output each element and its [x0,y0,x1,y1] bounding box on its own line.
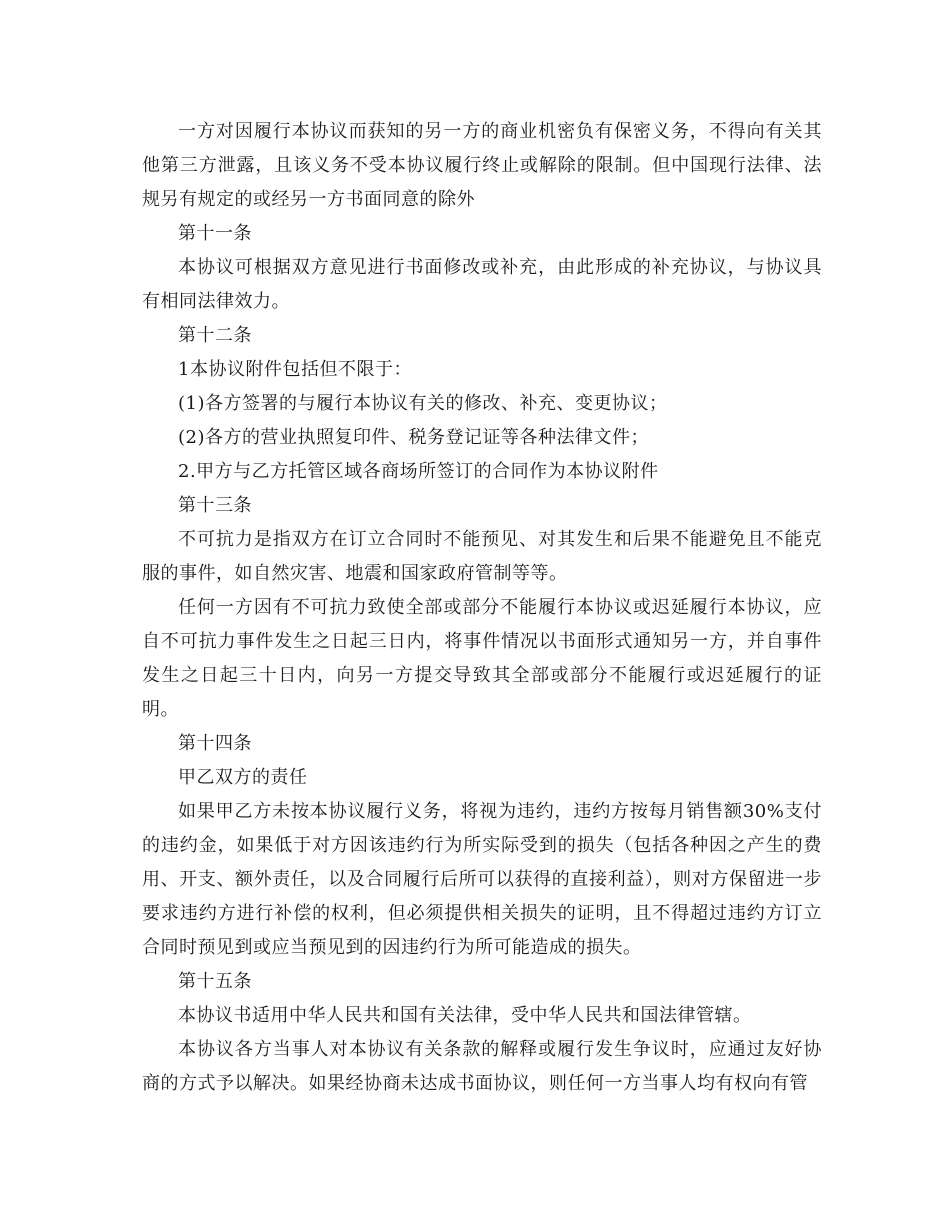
paragraph-attachment-contracts: 2.甲方与乙方托管区域各商场所签订的合同作为本协议附件 [178,461,659,482]
paragraph-liability-title: 甲乙双方的责任 [178,767,308,788]
paragraph-confidentiality: 一方对因履行本协议而获知的另一方的商业机密负有保密义务，不得向有关其他第三方泄露，且该义务不受本协议履行终止或解除的限制。但中国现行法律、法规另有规定的或经另一方书面同意的除外 [142,121,822,210]
article-12-heading: 第十二条 [178,325,252,346]
paragraph-force-majeure-definition: 不可抗力是指双方在订立合同时不能预见、对其发生和后果不能避免且不能克服的事件，如自然灾害、地震和国家政府管制等等。 [142,529,822,584]
paragraph-breach-penalty: 如果甲乙方未按本协议履行义务，将视为违约，违约方按每月销售额30%支付的违约金，如果低于对方因该违约行为所实际受到的损失（包括各种因之产生的费用、开支、额外责任，以及合同履行后所可以获得的直接利益），则对方保留进一步要求违约方进行补偿的权利，但必须提供相关损失的证明，且不得超过违约方订立合同时预见到或应当预见到的因违约行为所可能造成的损失。 [142,801,822,958]
paragraph-attachment-item-1: (1)各方签署的与履行本协议有关的修改、补充、变更协议； [178,393,668,414]
paragraph-attachment-item-2: (2)各方的营业执照复印件、税务登记证等各种法律文件； [178,427,649,448]
article-13-heading: 第十三条 [178,495,252,516]
article-14-heading: 第十四条 [178,733,252,754]
paragraph-dispute-resolution: 本协议各方当事人对本协议有关条款的解释或履行发生争议时，应通过友好协商的方式予以解决。如果经协商未达成书面协议，则任何一方当事人均有权向有管 [142,1039,822,1094]
paragraph-attachments-intro: 1本协议附件包括但不限于： [178,359,412,380]
document-body [142,115,822,1101]
article-11-heading: 第十一条 [178,223,252,244]
paragraph-governing-law: 本协议书适用中华人民共和国有关法律，受中华人民共和国法律管辖。 [178,1005,752,1026]
article-15-heading: 第十五条 [178,971,252,992]
paragraph-amendment: 本协议可根据双方意见进行书面修改或补充，由此形成的补充协议，与协议具有相同法律效力。 [142,257,822,312]
paragraph-force-majeure-notice: 任何一方因有不可抗力致使全部或部分不能履行本协议或迟延履行本协议，应自不可抗力事件发生之日起三日内，将事件情况以书面形式通知另一方，并自事件发生之日起三十日内，向另一方提交导致其全部或部分不能履行或迟延履行的证明。 [142,597,822,720]
